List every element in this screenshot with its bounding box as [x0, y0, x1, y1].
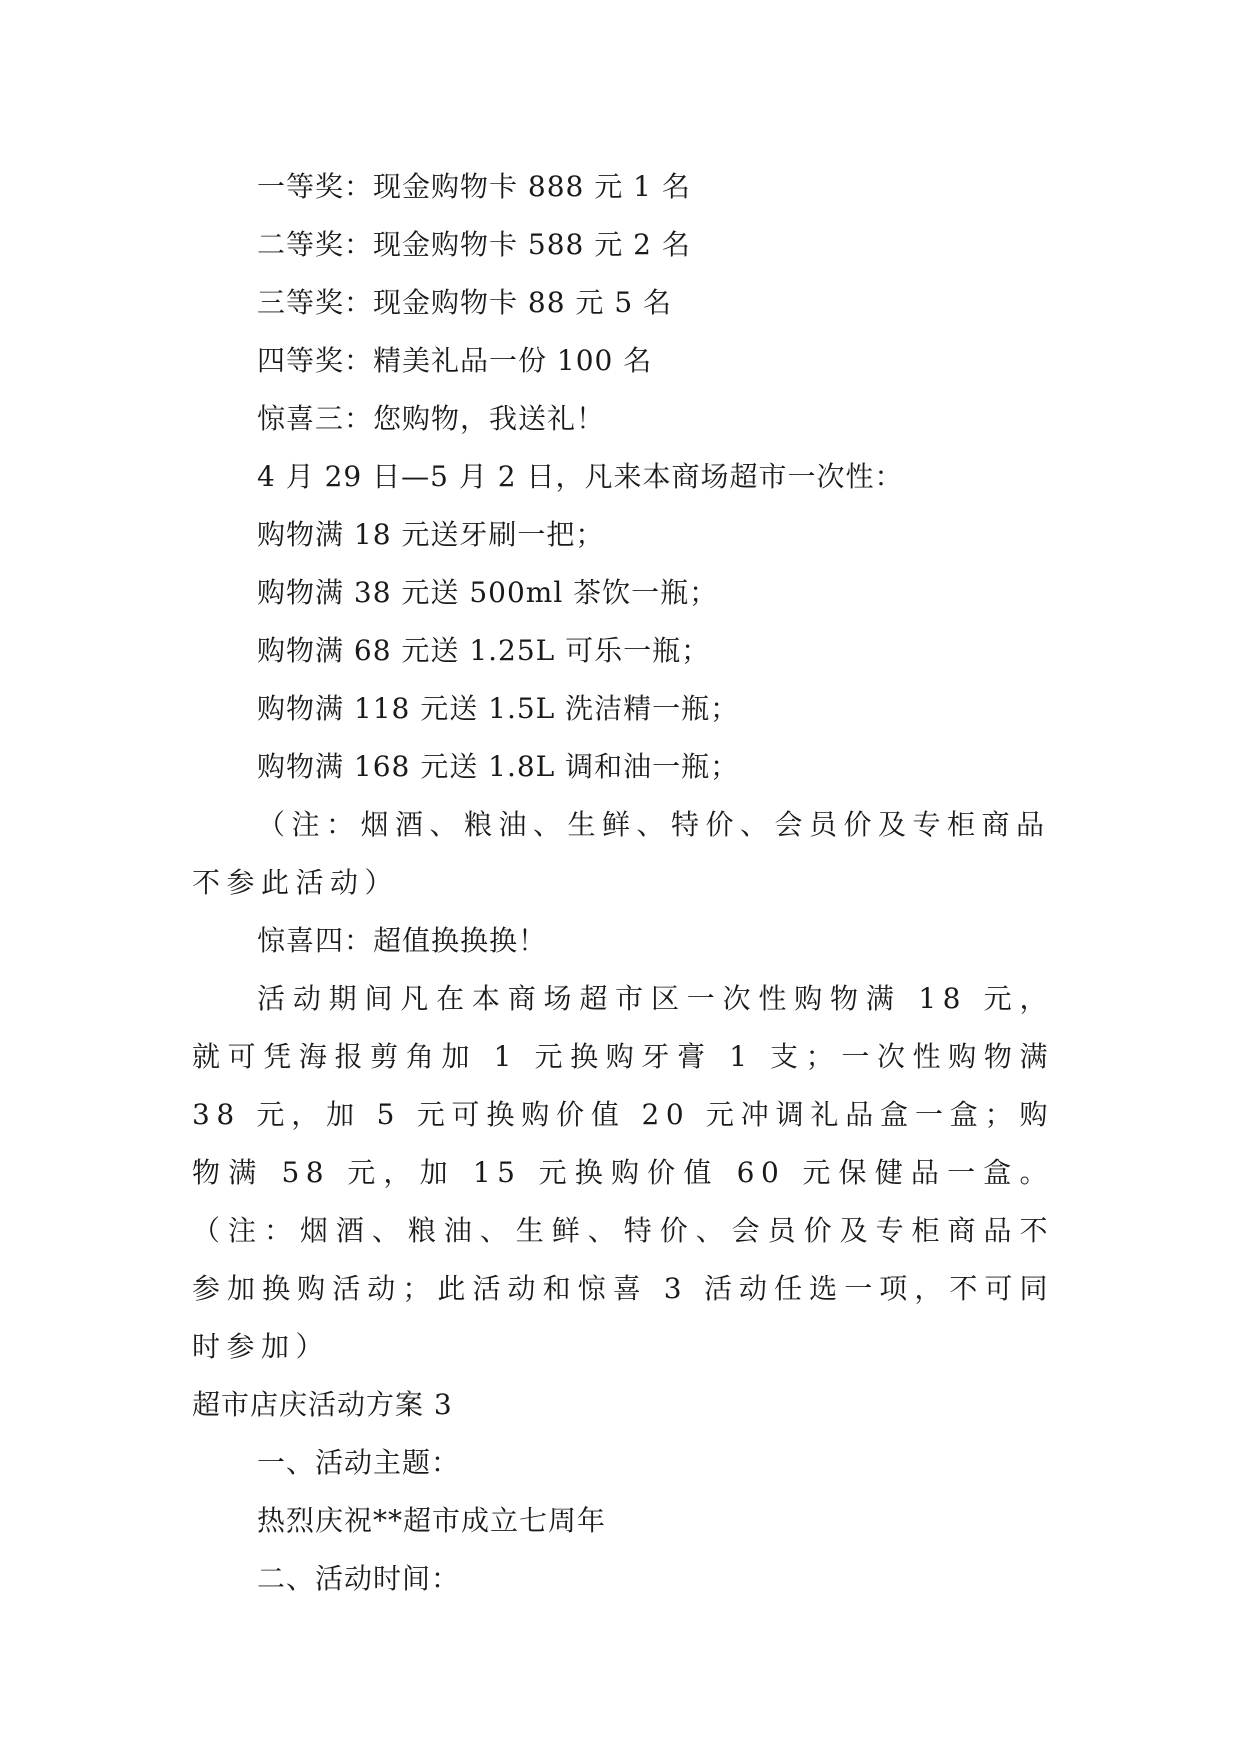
gift-tier-68: 购物满 68 元送 1.25L 可乐一瓶；: [257, 634, 711, 667]
theme-text: 热烈庆祝**超市成立七周年: [257, 1504, 607, 1537]
section-title: 超市店庆活动方案 3: [192, 1388, 453, 1421]
surprise-three-date: 4 月 29 日—5 月 2 日，凡来本商场超市一次性：: [257, 460, 904, 493]
gift-tier-38: 购物满 38 元送 500ml 茶饮一瓶；: [257, 576, 719, 609]
theme-label: 一、活动主题：: [257, 1446, 461, 1479]
gift-tier-118: 购物满 118 元送 1.5L 洗洁精一瓶；: [257, 692, 740, 725]
prize-fourth: 四等奖：精美礼品一份 100 名: [257, 344, 653, 377]
prize-second: 二等奖：现金购物卡 588 元 2 名: [257, 228, 691, 261]
document-body: [192, 158, 1054, 1608]
gift-tier-18: 购物满 18 元送牙刷一把；: [257, 518, 605, 551]
prize-third: 三等奖：现金购物卡 88 元 5 名: [257, 286, 673, 319]
prize-first: 一等奖：现金购物卡 888 元 1 名: [257, 170, 691, 203]
surprise-four-title: 惊喜四：超值换换换！: [257, 924, 548, 957]
time-label: 二、活动时间：: [257, 1562, 461, 1595]
gift-tier-168: 购物满 168 元送 1.8L 调和油一瓶；: [257, 750, 740, 783]
surprise-three-title: 惊喜三：您购物，我送礼！: [257, 402, 606, 435]
surprise-four-body: 活动期间凡在本商场超市区一次性购物满 18 元，就可凭海报剪角加 1 元换购牙膏 1 支；一次性购物满 38 元，加 5 元可换购价值 20 元冲调礼品盒一盒；购物满 58 元，加 15 元换购价值 60 元保健品一盒。（注：烟酒、粮油、生鲜、特价、会员价及专柜商品不参加换购活动；此活动和惊喜 3 活动任选一项，不可同时参加）: [192, 982, 1054, 1363]
note-exclusions: （注：烟酒、粮油、生鲜、特价、会员价及专柜商品不参此活动）: [192, 808, 1051, 899]
